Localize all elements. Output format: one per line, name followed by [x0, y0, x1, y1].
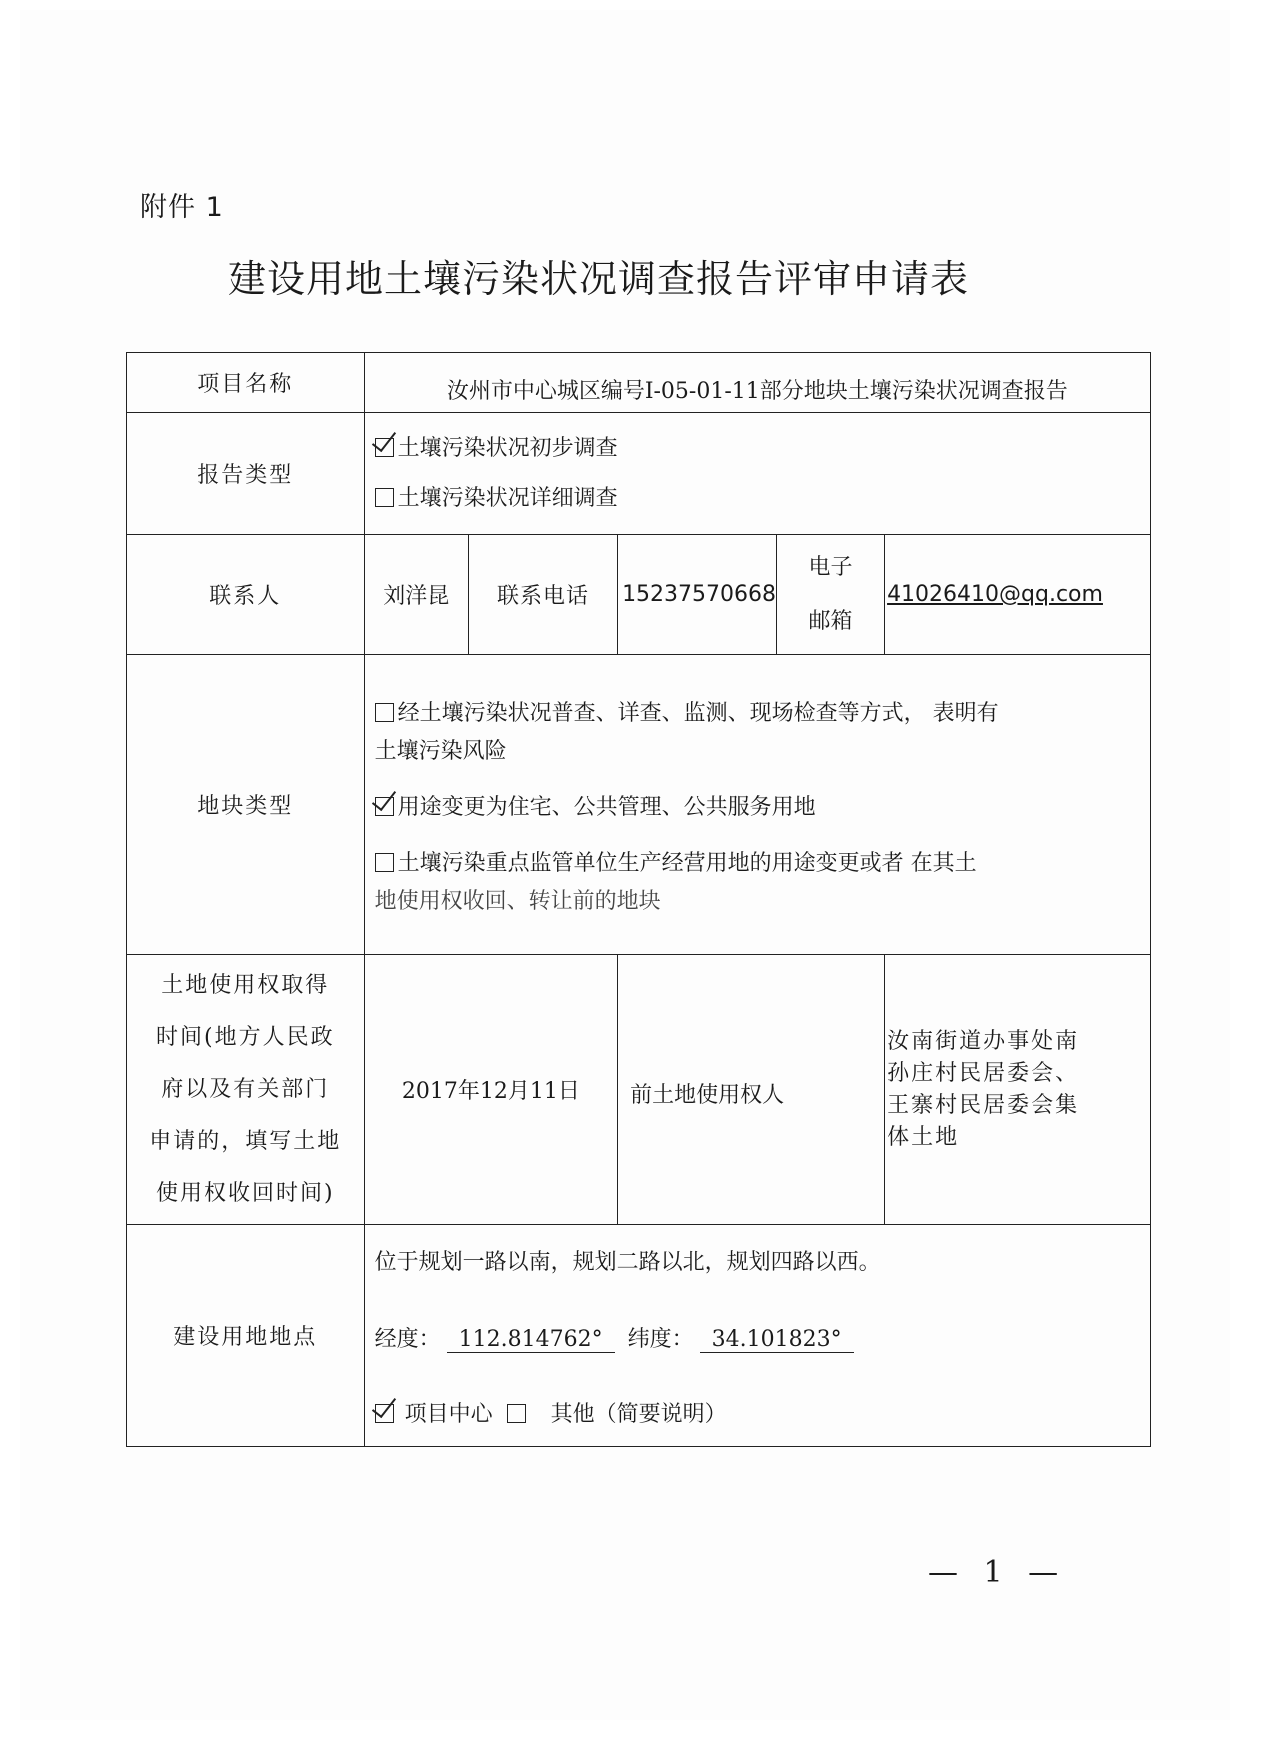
- contact-name: 刘洋昆: [364, 535, 468, 655]
- plot-option-key-unit-label-2: 地使用权收回、转让前的地块: [374, 888, 661, 914]
- location-option-center[interactable]: [375, 1402, 493, 1427]
- location-center-label: 项目中心: [404, 1402, 493, 1427]
- report-option-preliminary[interactable]: [375, 424, 1140, 474]
- land-right-date: 2017年12月11日: [364, 955, 617, 1225]
- report-option-preliminary-label: 土壤污染状况初步调查: [397, 435, 618, 461]
- prev-holder-line: 孙庄村民居委会、: [887, 1060, 1080, 1086]
- prev-holder-line: 汝南街道办事处南: [887, 1028, 1080, 1054]
- contact-phone-label: 联系电话: [468, 535, 617, 655]
- checkbox-empty-icon[interactable]: [375, 703, 394, 722]
- project-name-text: 汝州市中心城区编号I-05-01-11部分地块土壤污染状况调查报告: [446, 379, 1068, 404]
- checkbox-checked-icon[interactable]: [375, 1404, 394, 1423]
- plot-option-usage-change-label: 用途变更为住宅、公共管理、公共服务用地: [397, 794, 816, 820]
- row-land-right: [127, 955, 1151, 1225]
- latitude-label: 纬度：: [627, 1327, 694, 1352]
- project-name-label: 项目名称: [127, 353, 365, 413]
- contact-email-cell: [885, 535, 1151, 655]
- checkbox-checked-icon[interactable]: [375, 438, 394, 457]
- plot-option-key-unit[interactable]: [375, 827, 1140, 921]
- document-title: 建设用地土壤污染状况调查报告评审申请表: [228, 257, 970, 301]
- row-plot-type: [127, 655, 1151, 955]
- report-type-label: 报告类型: [127, 413, 365, 535]
- longitude-value[interactable]: 112.814762°: [447, 1327, 615, 1353]
- application-form-table: [126, 352, 1151, 1447]
- prev-holder-label: 前土地使用权人: [618, 955, 885, 1225]
- land-right-label: [127, 955, 365, 1225]
- location-details: [364, 1225, 1150, 1447]
- report-option-detailed[interactable]: [375, 474, 1140, 524]
- location-other-label: 其他（简要说明）: [550, 1402, 727, 1427]
- row-location: [127, 1225, 1151, 1447]
- longitude-label: 经度：: [374, 1327, 441, 1352]
- report-option-detailed-label: 土壤污染状况详细调查: [397, 485, 618, 511]
- row-report-type: [127, 413, 1151, 535]
- latitude-value[interactable]: 34.101823°: [700, 1327, 854, 1353]
- location-point-options: [375, 1397, 1140, 1428]
- contact-email-label: [777, 535, 885, 655]
- plot-option-key-unit-label-1: 土壤污染重点监管单位生产经营用地的用途变更或者 在其土: [397, 850, 977, 876]
- plot-type-label: 地块类型: [127, 655, 365, 955]
- attachment-label: 附件 1: [140, 192, 224, 223]
- checkbox-empty-icon[interactable]: [375, 488, 394, 507]
- checkbox-empty-icon[interactable]: [507, 1404, 526, 1423]
- land-right-label-line: 时间(地方人民政: [156, 1024, 335, 1050]
- land-right-label-line: 申请的，填写土地: [149, 1128, 342, 1154]
- prev-holder-line: 体土地: [887, 1124, 960, 1150]
- row-contact: [127, 535, 1151, 655]
- project-name-value: [364, 353, 1150, 413]
- prev-holder-value: [885, 955, 1151, 1225]
- plot-option-risk-label-1: 经土壤污染状况普查、详查、监测、现场检查等方式， 表明有: [397, 700, 999, 726]
- location-coordinates: [375, 1322, 1140, 1353]
- location-label: 建设用地地点: [127, 1225, 365, 1447]
- prev-holder-line: 王寨村民居委会集: [887, 1092, 1080, 1118]
- plot-option-risk[interactable]: [375, 689, 1140, 771]
- land-right-label-line: 府以及有关部门: [161, 1076, 330, 1102]
- email-label-line-2: 邮箱: [808, 608, 853, 634]
- page-number: — 1 —: [928, 1555, 1067, 1590]
- plot-type-options: [364, 655, 1150, 955]
- location-option-other[interactable]: [507, 1402, 727, 1427]
- contact-email-link[interactable]: 41026410@qq.com: [887, 582, 1103, 607]
- contact-phone: 15237570668: [618, 535, 777, 655]
- contact-label: 联系人: [127, 535, 365, 655]
- row-project-name: [127, 353, 1151, 413]
- land-right-label-line: 土地使用权取得: [161, 972, 330, 998]
- land-right-label-line: 使用权收回时间): [156, 1180, 335, 1206]
- report-type-options: [364, 413, 1150, 535]
- email-label-line-1: 电子: [808, 554, 853, 580]
- plot-option-usage-change[interactable]: [375, 771, 1140, 827]
- checkbox-empty-icon[interactable]: [375, 853, 394, 872]
- checkbox-checked-icon[interactable]: [375, 797, 394, 816]
- plot-option-risk-label-2: 土壤污染风险: [374, 738, 507, 764]
- location-description: 位于规划一路以南，规划二路以北，规划四路以西。: [374, 1250, 881, 1275]
